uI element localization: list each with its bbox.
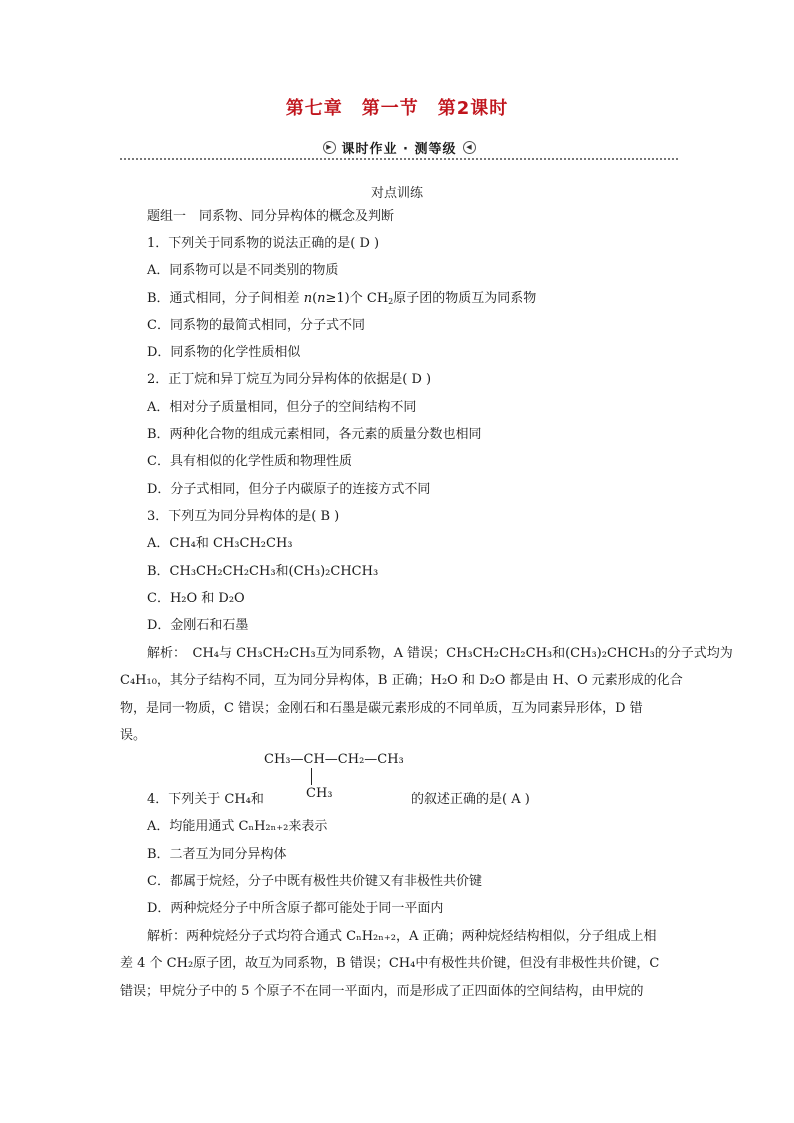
q3-stem: 3．下列互为同分异构体的是( B ) (147, 509, 340, 524)
q4-analysis-line: 差 4 个 CH₂原子团，故互为同系物，B 错误；CH₄中有极性共价键，但没有非极性共价键，C (120, 956, 660, 972)
q1-b-sub: 2 (388, 297, 394, 306)
q2-option-d: D．分子式相同，但分子内碳原子的连接方式不同 (147, 482, 431, 497)
q3-option-c: C．H₂O 和 D₂O (147, 591, 245, 606)
q1-option-a: A．同系物可以是不同类别的物质 (147, 263, 339, 278)
homework-banner (120, 136, 678, 162)
q2-stem: 2．正丁烷和异丁烷互为同分异构体的依据是( D ) (147, 372, 432, 387)
q3-option-b: B．CH₃CH₂CH₂CH₃和(CH₃)₂CHCH₃ (147, 564, 379, 579)
q4-analysis-line: 解析：两种烷烃分子式均符合通式 CₙH₂ₙ₊₂，A 正确；两种烷烃结构相似，分子组成上相 (147, 929, 657, 944)
play-right-icon: ▶ (323, 141, 336, 154)
q1-b-post: 原子团的物质互为同系物 (393, 291, 537, 306)
structure-bond-line (311, 768, 312, 785)
q1-option-b (147, 290, 536, 311)
q4-option-a: A．均能用通式 CₙH₂ₙ₊₂来表示 (147, 819, 328, 834)
q4-analysis (120, 923, 680, 1005)
q3-analysis (120, 640, 733, 749)
q4-stem-part2: 的叙述正确的是( A ) (411, 792, 530, 807)
dotted-divider (120, 158, 678, 160)
q1-b-text: B．通式相同，分子间相差 (147, 291, 304, 306)
q4-analysis-line: 错误；甲烷分子中的 5 个原子不在同一平面内，而是形成了正四面体的空间结构，由甲烷的 (120, 983, 644, 999)
q2-option-b: B．两种化合物的组成元素相同，各元素的质量分数也相同 (147, 427, 482, 442)
q4-option-d: D．两种烷烃分子中所含原子都可能处于同一平面内 (147, 901, 444, 916)
group-heading: 题组一 同系物、同分异构体的概念及判断 (147, 209, 395, 224)
q3-option-a: A．CH₄和 CH₃CH₂CH₃ (147, 536, 293, 551)
q4-option-b: B．二者互为同分异构体 (147, 847, 287, 862)
q3-analysis-line: 物，是同一物质，C 错误；金刚石和石墨是碳元素形成的不同单质，互为同素异形体，D 错 (120, 700, 643, 716)
q1-stem: 1．下列关于同系物的说法正确的是( D ) (147, 236, 380, 251)
q2-option-a: A．相对分子质量相同，但分子的空间结构不同 (147, 400, 417, 415)
q1-b-paren: ( (312, 291, 318, 306)
isobutane-structure-main: CH₃—CH—CH₂—CH₃ (264, 752, 404, 767)
play-left-icon: ◀ (463, 141, 476, 154)
banner-label-box (305, 137, 493, 157)
q3-option-d: D．金刚石和石墨 (147, 618, 249, 633)
banner-label: 课时作业 · 测等级 (341, 141, 457, 157)
isobutane-structure-branch: CH₃ (306, 786, 333, 801)
q1-b-n: n (303, 291, 313, 306)
q3-analysis-line: 解析： CH₄与 CH₃CH₂CH₃互为同系物，A 错误；CH₃CH₂CH₂CH₃和(CH₃)₂CHCH₃的分子式均为 (147, 646, 733, 661)
q1-option-c: C．同系物的最简式相同，分子式不同 (147, 318, 365, 333)
q1-b-cond: ≥1)个 CH (325, 291, 389, 306)
q3-analysis-line: 误。 (120, 727, 147, 743)
q1-option-d: D．同系物的化学性质相似 (147, 345, 301, 360)
q4-option-c: C．都属于烷烃，分子中既有极性共价键又有非极性共价键 (147, 874, 482, 889)
q3-analysis-line: C₄H₁₀，其分子结构不同，互为同分异构体，B 正确；H₂O 和 D₂O 都是由 H、O 元素形成的化合 (120, 673, 683, 689)
q2-option-c: C．具有相似的化学性质和物理性质 (147, 454, 352, 469)
q1-b-n2: n (317, 291, 326, 306)
q4-stem-part1: 4．下列关于 CH₄和 (147, 792, 264, 807)
page-title: 第七章 第一节 第2课时 (285, 98, 509, 119)
section-heading: 对点训练 (370, 186, 423, 201)
